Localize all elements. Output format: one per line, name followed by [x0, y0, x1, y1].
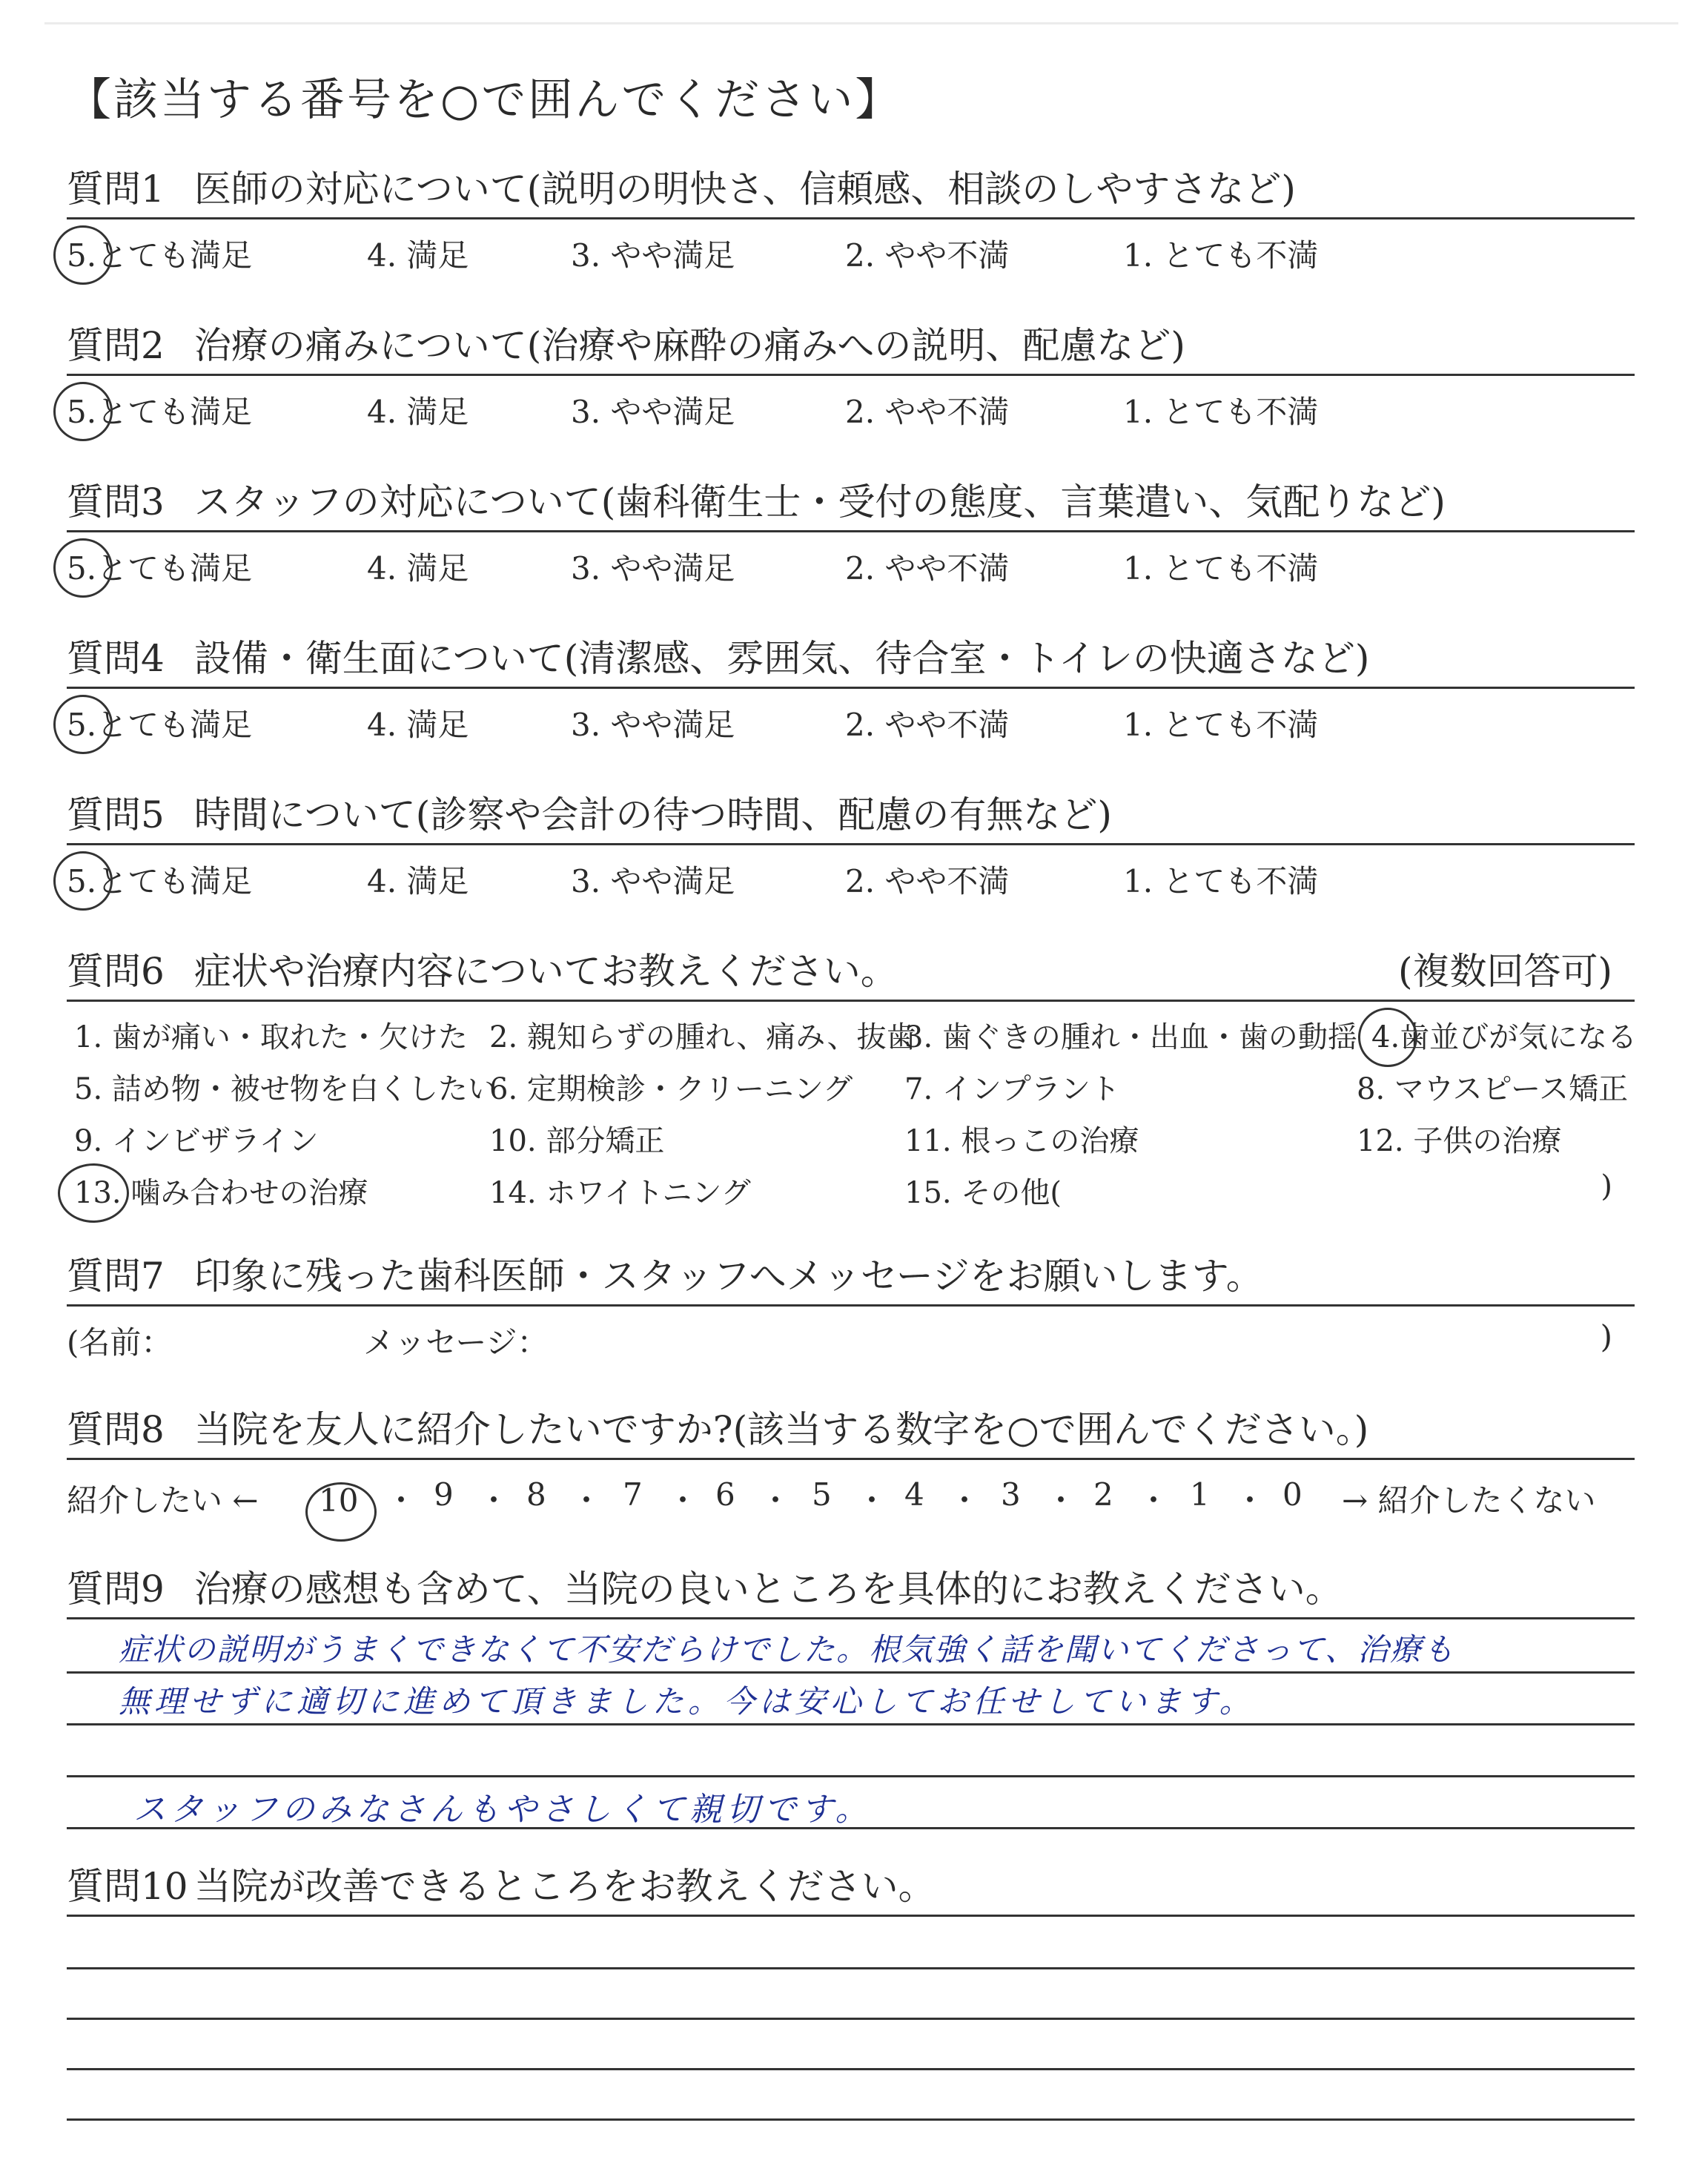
recommend-right-label: → 紹介したくない — [1342, 1482, 1596, 1519]
option-2[interactable]: 2. やや不満 — [845, 394, 1010, 430]
question-label: 質問2 — [67, 324, 165, 367]
symptom-option-10[interactable]: 10. 部分矯正 — [489, 1124, 665, 1158]
question-text: 治療の痛みについて(治療や麻酔の痛みへの説明、配慮など) — [193, 324, 1185, 367]
option-5[interactable]: 5.とても満足 — [67, 388, 252, 432]
survey-form — [67, 70, 1638, 2124]
question-label: 質問7 — [67, 1255, 165, 1298]
option-3[interactable]: 3. やや満足 — [571, 863, 735, 899]
question-3 — [67, 480, 1635, 589]
rating-options — [67, 537, 1635, 589]
question-heading — [67, 1254, 1635, 1307]
scan-edge — [44, 22, 1678, 24]
rating-options — [67, 224, 1635, 276]
option-2[interactable]: 2. やや不満 — [845, 863, 1010, 899]
selection-circle — [53, 538, 113, 598]
answer-line — [67, 1967, 1635, 1969]
question-heading — [67, 480, 1635, 532]
handwritten-answer-line-2: 無理せずに適切に進めて頂きました。今は安心してお任せしています。 — [119, 1683, 1255, 1720]
scale-dot: ・ — [949, 1482, 981, 1519]
selection-circle — [53, 851, 113, 911]
rating-options — [67, 693, 1635, 745]
multiple-answers-note: (複数回答可) — [1397, 950, 1612, 993]
scale-dot: ・ — [667, 1482, 699, 1519]
symptom-option-11[interactable]: 11. 根っこの治療 — [904, 1124, 1139, 1158]
option-3[interactable]: 3. やや満足 — [571, 237, 735, 274]
selection-circle — [53, 695, 113, 754]
option-4[interactable]: 4. 満足 — [367, 237, 469, 274]
option-3[interactable]: 3. やや満足 — [571, 707, 735, 743]
symptom-option-5[interactable]: 5. 詰め物・被せ物を白くしたい — [74, 1072, 497, 1106]
question-8 — [67, 1407, 1635, 1522]
option-5[interactable]: 5.とても満足 — [67, 857, 252, 902]
scale-option-4[interactable]: 4 — [904, 1476, 924, 1513]
question-text: 当院が改善できるところをお教えください。 — [193, 1865, 936, 1908]
question-heading — [67, 1864, 1635, 1917]
option-1[interactable]: 1. とても不満 — [1123, 863, 1319, 899]
scale-option-8[interactable]: 8 — [526, 1476, 546, 1513]
scale-dot: ・ — [571, 1482, 603, 1519]
question-text: 設備・衛生面について(清潔感、雰囲気、待合室・トイレの快適さなど) — [193, 637, 1370, 680]
selection-circle — [58, 1163, 129, 1223]
question-label: 質問6 — [67, 950, 165, 993]
question-7 — [67, 1254, 1635, 1363]
scale-dot: ・ — [760, 1482, 792, 1519]
rating-questions — [67, 167, 1635, 902]
selection-circle — [53, 225, 113, 285]
option-4[interactable]: 4. 満足 — [367, 863, 469, 899]
option-3[interactable]: 3. やや満足 — [571, 394, 735, 430]
question-text: 治療の感想も含めて、当院の良いところを具体的にお教えください。 — [193, 1568, 1343, 1611]
question-label: 質問3 — [67, 480, 165, 524]
question-text: 医師の対応について(説明の明快さ、信頼感、相談のしやすさなど) — [193, 168, 1296, 211]
question-text: 症状や治療内容についてお教えください。 — [193, 950, 898, 993]
answer-line — [67, 1723, 1635, 1725]
scale-dot: ・ — [385, 1482, 417, 1519]
question-heading — [67, 1567, 1635, 1619]
message-row — [67, 1318, 1635, 1363]
question-10 — [67, 1864, 1635, 2124]
answer-line — [67, 1775, 1635, 1777]
message-label: メッセージ： — [363, 1324, 549, 1361]
selection-circle — [1358, 1008, 1417, 1067]
question-text: 印象に残った歯科医師・スタッフへメッセージをお願いします。 — [193, 1255, 1263, 1298]
option-5[interactable]: 5.とても満足 — [67, 701, 252, 745]
question-text: 当院を友人に紹介したいですか?(該当する数字を○で囲んでください。) — [193, 1408, 1369, 1451]
handwritten-answer-line-1: 症状の説明がうまくできなくて不安だらけでした。根気強く話を聞いてくださって、治療も — [119, 1631, 1456, 1668]
question-label: 質問5 — [67, 793, 165, 836]
option-1[interactable]: 1. とても不満 — [1123, 550, 1319, 587]
symptom-option-14[interactable]: 14. ホワイトニング — [489, 1176, 751, 1210]
question-label: 質問4 — [67, 637, 165, 680]
question-label: 質問8 — [67, 1408, 165, 1451]
answer-lines[interactable] — [67, 1917, 1635, 2124]
question-heading — [67, 636, 1635, 689]
symptom-option-6[interactable]: 6. 定期検診・クリーニング — [489, 1072, 853, 1106]
option-4[interactable]: 4. 満足 — [367, 550, 469, 587]
answer-line — [67, 2068, 1635, 2070]
question-6 — [67, 949, 1638, 1224]
option-4[interactable]: 4. 満足 — [367, 707, 469, 743]
name-label: (名前： — [67, 1324, 173, 1361]
scale-option-5[interactable]: 5 — [812, 1476, 832, 1513]
recommend-left-label: 紹介したい ← — [67, 1482, 259, 1519]
symptom-option-9[interactable]: 9. インビザライン — [74, 1124, 319, 1158]
question-label: 質問10 — [67, 1865, 188, 1908]
message-close-paren: ) — [1600, 1318, 1612, 1355]
scale-option-6[interactable]: 6 — [715, 1476, 735, 1513]
scale-option-1[interactable]: 1 — [1190, 1476, 1210, 1513]
scale-option-2[interactable]: 2 — [1093, 1476, 1113, 1513]
question-label: 質問9 — [67, 1568, 165, 1611]
scale-option-3[interactable]: 3 — [1001, 1476, 1021, 1513]
question-text: 時間について(診察や会計の待つ時間、配慮の有無など) — [193, 793, 1112, 836]
symptom-option-2[interactable]: 2. 親知らずの腫れ、痛み、抜歯 — [489, 1020, 916, 1054]
option-2[interactable]: 2. やや不満 — [845, 707, 1010, 743]
symptom-option-3[interactable]: 3. 歯ぐきの腫れ・出血・歯の動揺 — [904, 1020, 1357, 1054]
symptom-option-13[interactable]: 13. 噛み合わせの治療 — [74, 1169, 368, 1212]
symptom-option-1[interactable]: 1. 歯が痛い・取れた・欠けた — [74, 1020, 468, 1054]
other-close-paren: ) — [1601, 1169, 1612, 1203]
option-1[interactable]: 1. とても不満 — [1123, 707, 1319, 743]
answer-lines[interactable] — [67, 1619, 1635, 1834]
option-1[interactable]: 1. とても不満 — [1123, 237, 1319, 274]
form-title: 【該当する番号を○で囲んでください】 — [67, 74, 902, 126]
question-heading — [67, 1407, 1635, 1460]
option-4[interactable]: 4. 満足 — [367, 394, 469, 430]
answer-line — [67, 2118, 1635, 2121]
scale-dot: ・ — [856, 1482, 888, 1519]
question-2 — [67, 323, 1635, 432]
rating-options — [67, 380, 1635, 432]
selection-circle — [53, 382, 113, 441]
question-heading — [67, 323, 1635, 376]
question-text: スタッフの対応について(歯科衛生士・受付の態度、言葉遣い、気配りなど) — [193, 480, 1446, 524]
question-heading — [67, 793, 1635, 845]
symptom-option-7[interactable]: 7. インプラント — [904, 1072, 1120, 1106]
recommend-scale: 紹介したい ← 10 ・ 9 ・ 8 ・ 7 ・ 6 ・ 5 ・ 4 ・ 3 ・ 2 ・ 1 ・ 0 → 紹介したくない — [67, 1470, 1635, 1522]
handwritten-answer-line-3: スタッフのみなさんもやさしくて親切です。 — [133, 1791, 873, 1829]
symptom-option-4[interactable]: 4.歯並びが気になる — [1371, 1014, 1637, 1056]
symptom-option-8[interactable]: 8. マウスピース矯正 — [1357, 1072, 1629, 1106]
question-1 — [67, 167, 1635, 276]
symptom-options — [67, 1002, 1638, 1224]
option-2[interactable]: 2. やや不満 — [845, 550, 1010, 587]
rating-options — [67, 850, 1635, 902]
scale-option-7[interactable]: 7 — [623, 1476, 643, 1513]
option-3[interactable]: 3. やや満足 — [571, 550, 735, 587]
question-heading — [67, 949, 1635, 1002]
option-5[interactable]: 5.とても満足 — [67, 544, 252, 589]
question-heading — [67, 167, 1635, 219]
scale-option-9[interactable]: 9 — [434, 1476, 454, 1513]
option-5[interactable]: 5.とても満足 — [67, 231, 252, 276]
symptom-option-15[interactable]: 15. その他( — [904, 1176, 1062, 1210]
question-4 — [67, 636, 1635, 745]
scale-dot: ・ — [1045, 1482, 1077, 1519]
scale-dot: ・ — [1234, 1482, 1266, 1519]
answer-line — [67, 1671, 1635, 1674]
scale-dot: ・ — [1138, 1482, 1170, 1519]
option-1[interactable]: 1. とても不満 — [1123, 394, 1319, 430]
answer-line — [67, 2018, 1635, 2020]
scale-dot: ・ — [478, 1482, 510, 1519]
question-label: 質問1 — [67, 168, 165, 211]
symptom-option-12[interactable]: 12. 子供の治療 — [1357, 1124, 1562, 1158]
scale-option-0[interactable]: 0 — [1282, 1476, 1302, 1513]
question-5 — [67, 793, 1635, 902]
question-9 — [67, 1567, 1635, 1834]
option-2[interactable]: 2. やや不満 — [845, 237, 1010, 274]
